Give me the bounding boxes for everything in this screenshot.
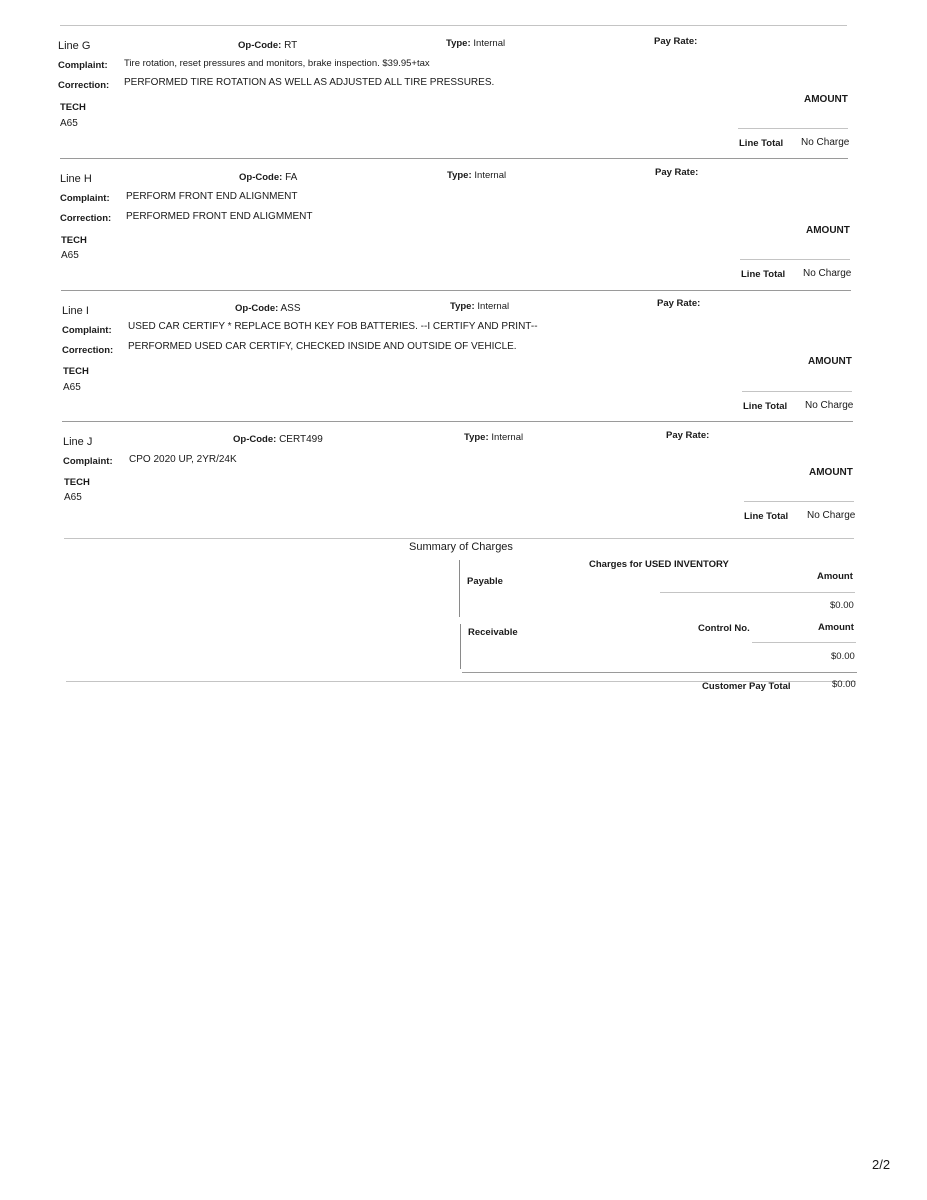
type-value: Internal: [474, 170, 507, 181]
op-code-label: Op-Code:: [239, 172, 283, 183]
summary-vertical-rule: [459, 560, 460, 617]
tech-value: A65: [60, 118, 78, 129]
type-value: Internal: [491, 432, 524, 443]
summary-rule: [462, 672, 857, 673]
complaint-label: Complaint:: [62, 325, 112, 336]
receivable-amount-header: Amount: [818, 622, 854, 633]
line-total-value: No Charge: [801, 137, 850, 148]
pay-rate-label: Pay Rate:: [655, 167, 699, 178]
complaint-text: PERFORM FRONT END ALIGNMENT: [126, 191, 298, 202]
op-code-value: CERT499: [279, 434, 323, 445]
summary-title: Summary of Charges: [409, 541, 513, 553]
amount-header: AMOUNT: [804, 94, 848, 105]
divider: [60, 25, 847, 26]
tech-label: TECH: [61, 235, 87, 246]
type: [464, 432, 523, 443]
customer-pay-total-label: Customer Pay Total: [702, 681, 791, 692]
receivable-amount: $0.00: [831, 651, 855, 662]
tech-value: A65: [64, 492, 82, 503]
op-code-value: ASS: [280, 303, 301, 314]
amount-header: AMOUNT: [806, 225, 850, 236]
pay-rate-label: Pay Rate:: [666, 430, 710, 441]
op-code-value: RT: [284, 40, 298, 51]
op-code-label: Op-Code:: [238, 40, 282, 51]
tech-value: A65: [61, 250, 79, 261]
amount-rule: [752, 642, 856, 643]
complaint-text: CPO 2020 UP, 2YR/24K: [129, 454, 237, 465]
type-value: Internal: [473, 38, 506, 49]
line-total-label: Line Total: [739, 138, 784, 149]
correction-text: PERFORMED USED CAR CERTIFY, CHECKED INSIDE AND OUTSIDE OF VEHICLE.: [128, 341, 517, 352]
divider: [61, 290, 851, 291]
amount-rule: [660, 592, 855, 593]
type: [447, 170, 506, 181]
line-name: Line J: [63, 436, 93, 448]
divider: [64, 538, 854, 539]
tech-value: A65: [63, 382, 81, 393]
payable-amount-header: Amount: [817, 571, 853, 582]
line-name: Line I: [62, 305, 89, 317]
correction-label: Correction:: [62, 345, 114, 356]
tech-label: TECH: [63, 366, 89, 377]
page-number: 2/2: [872, 1157, 891, 1172]
correction-label: Correction:: [58, 80, 110, 91]
complaint-label: Complaint:: [60, 193, 110, 204]
tech-label: TECH: [60, 102, 86, 113]
type: [450, 301, 509, 312]
line-name: Line G: [58, 40, 91, 52]
op-code: [239, 172, 297, 183]
type-label: Type:: [464, 432, 489, 443]
type: [446, 38, 505, 49]
amount-rule: [744, 501, 854, 502]
op-code-value: FA: [285, 172, 298, 183]
line-total-value: No Charge: [803, 268, 852, 279]
divider: [62, 421, 853, 422]
amount-rule: [740, 259, 850, 260]
customer-pay-total-value: $0.00: [832, 679, 856, 690]
pay-rate-label: Pay Rate:: [657, 298, 701, 309]
type-label: Type:: [447, 170, 472, 181]
complaint-label: Complaint:: [58, 60, 108, 71]
control-no-label: Control No.: [698, 623, 750, 634]
amount-rule: [738, 128, 848, 129]
tech-label: TECH: [64, 477, 90, 488]
amount-header: AMOUNT: [809, 467, 853, 478]
complaint-label: Complaint:: [63, 456, 113, 467]
payable-amount: $0.00: [830, 600, 854, 611]
correction-text: PERFORMED FRONT END ALIGMMENT: [126, 211, 313, 222]
receivable-label: Receivable: [468, 627, 518, 638]
divider: [60, 158, 848, 159]
payable-label: Payable: [467, 576, 503, 587]
op-code-label: Op-Code:: [235, 303, 279, 314]
correction-text: PERFORMED TIRE ROTATION AS WELL AS ADJUSTED ALL TIRE PRESSURES.: [124, 77, 495, 88]
amount-header: AMOUNT: [808, 356, 852, 367]
line-total-value: No Charge: [805, 400, 854, 411]
complaint-text: Tire rotation, reset pressures and monitors, brake inspection. $39.95+tax: [124, 58, 430, 69]
op-code-label: Op-Code:: [233, 434, 277, 445]
summary-vertical-rule: [460, 624, 461, 669]
correction-label: Correction:: [60, 213, 112, 224]
line-total-label: Line Total: [743, 401, 788, 412]
type-label: Type:: [450, 301, 475, 312]
type-label: Type:: [446, 38, 471, 49]
pay-rate-label: Pay Rate:: [654, 36, 698, 47]
op-code: [238, 40, 297, 51]
line-total-label: Line Total: [744, 511, 789, 522]
line-name: Line H: [60, 173, 92, 185]
line-total-label: Line Total: [741, 269, 786, 280]
op-code: [233, 434, 323, 445]
type-value: Internal: [477, 301, 510, 312]
line-total-value: No Charge: [807, 510, 856, 521]
amount-rule: [742, 391, 852, 392]
complaint-text: USED CAR CERTIFY * REPLACE BOTH KEY FOB BATTERIES. --I CERTIFY AND PRINT--: [128, 321, 538, 332]
op-code: [235, 303, 301, 314]
charges-for-label: Charges for USED INVENTORY: [589, 559, 729, 570]
